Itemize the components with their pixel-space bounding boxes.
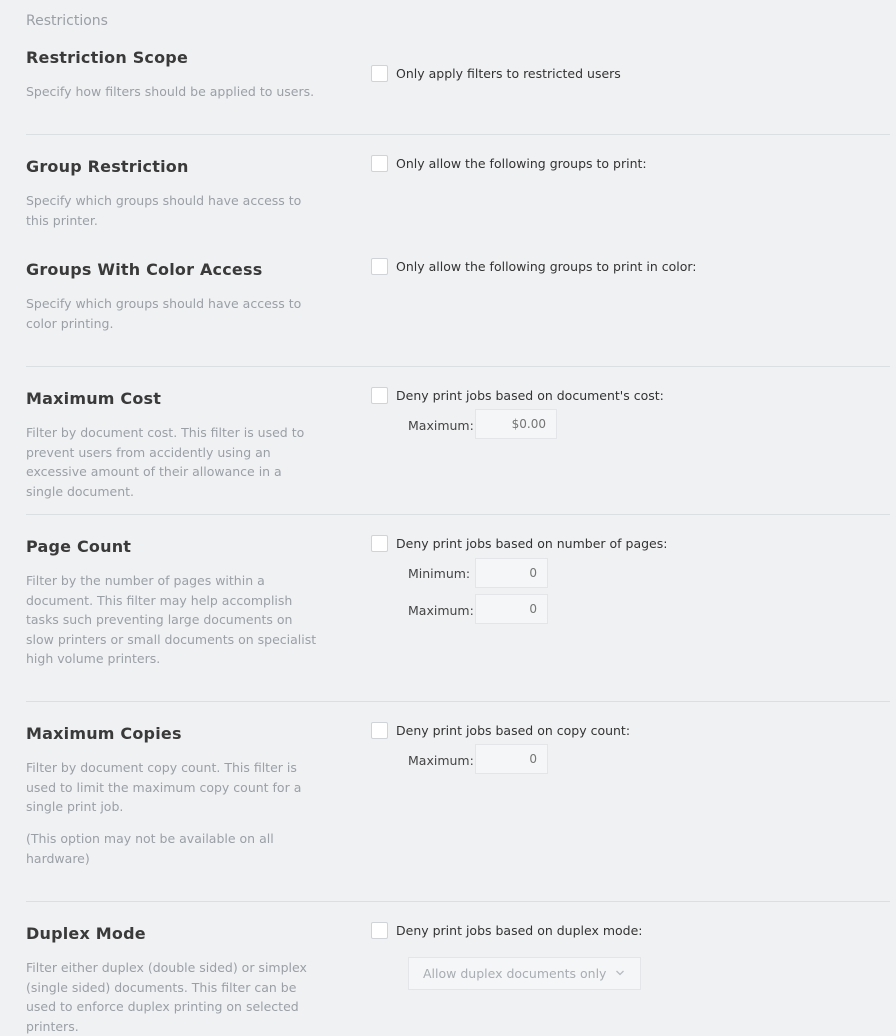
chevron-down-icon bbox=[615, 968, 625, 978]
page-count-checkbox-label: Deny print jobs based on number of pages: bbox=[396, 536, 668, 551]
divider bbox=[26, 701, 890, 702]
groups-color-access-description: Specify which groups should have access to color printing. bbox=[26, 296, 302, 331]
divider bbox=[26, 901, 890, 902]
page-count-maximum-label: Maximum: bbox=[408, 603, 474, 618]
maximum-copies-input[interactable] bbox=[475, 744, 548, 774]
divider bbox=[26, 514, 890, 515]
page-count-checkbox[interactable] bbox=[371, 535, 388, 552]
maximum-cost-description: Filter by document cost. This filter is used to prevent users from accidently using an excessive amount of their allowance in a single document. bbox=[26, 425, 305, 499]
restriction-scope-checkbox-label: Only apply filters to restricted users bbox=[396, 66, 621, 81]
maximum-copies-maximum-label: Maximum: bbox=[408, 753, 474, 768]
section-heading: Restrictions bbox=[26, 13, 108, 29]
maximum-cost-maximum-label: Maximum: bbox=[408, 418, 474, 433]
maximum-copies-description: Filter by document copy count. This filter is used to limit the maximum copy count for a single print job. bbox=[26, 760, 302, 814]
maximum-cost-checkbox[interactable] bbox=[371, 387, 388, 404]
group-restriction-title: Group Restriction bbox=[26, 157, 189, 176]
page-count-option[interactable] bbox=[371, 535, 667, 552]
duplex-mode-select[interactable] bbox=[408, 957, 641, 990]
maximum-copies-checkbox[interactable] bbox=[371, 722, 388, 739]
duplex-mode-checkbox[interactable] bbox=[371, 922, 388, 939]
group-restriction-option[interactable] bbox=[371, 155, 647, 172]
restriction-scope-description: Specify how filters should be applied to users. bbox=[26, 84, 315, 99]
page-count-description: Filter by the number of pages within a document. This filter may help accomplish tasks such preventing large documents on slow printers or small documents on specialist high volume printers. bbox=[26, 573, 317, 666]
restriction-scope-checkbox[interactable] bbox=[371, 65, 388, 82]
groups-color-access-checkbox[interactable] bbox=[371, 258, 388, 275]
group-restriction-description: Specify which groups should have access to this printer. bbox=[26, 193, 302, 228]
maximum-cost-title: Maximum Cost bbox=[26, 389, 162, 408]
duplex-mode-option[interactable] bbox=[371, 922, 643, 939]
maximum-copies-title: Maximum Copies bbox=[26, 724, 182, 743]
maximum-copies-option[interactable] bbox=[371, 722, 630, 739]
group-restriction-checkbox-label: Only allow the following groups to print: bbox=[396, 156, 647, 171]
duplex-mode-checkbox-label: Deny print jobs based on duplex mode: bbox=[396, 923, 643, 938]
maximum-copies-note: (This option may not be available on all hardware) bbox=[26, 831, 274, 866]
page-count-title: Page Count bbox=[26, 537, 132, 556]
divider bbox=[26, 366, 890, 367]
divider bbox=[26, 134, 890, 135]
page-count-minimum-label: Minimum: bbox=[408, 566, 471, 581]
maximum-cost-input[interactable] bbox=[475, 409, 557, 439]
maximum-cost-checkbox-label: Deny print jobs based on document's cost: bbox=[396, 388, 664, 403]
restriction-scope-option[interactable] bbox=[371, 65, 621, 82]
duplex-mode-title: Duplex Mode bbox=[26, 924, 146, 943]
maximum-copies-checkbox-label: Deny print jobs based on copy count: bbox=[396, 723, 631, 738]
groups-color-access-option[interactable] bbox=[371, 258, 697, 275]
duplex-mode-select-value: Allow duplex documents only bbox=[423, 966, 607, 981]
page-count-minimum-input[interactable] bbox=[475, 558, 548, 588]
groups-color-access-checkbox-label: Only allow the following groups to print in color: bbox=[396, 259, 697, 274]
duplex-mode-description: Filter either duplex (double sided) or simplex (single sided) documents. This filter can be used to enforce duplex printing on selected printers. bbox=[26, 960, 307, 1034]
group-restriction-checkbox[interactable] bbox=[371, 155, 388, 172]
restriction-scope-title: Restriction Scope bbox=[26, 48, 188, 67]
page-count-maximum-input[interactable] bbox=[475, 594, 548, 624]
maximum-cost-option[interactable] bbox=[371, 387, 664, 404]
groups-color-access-title: Groups With Color Access bbox=[26, 260, 263, 279]
